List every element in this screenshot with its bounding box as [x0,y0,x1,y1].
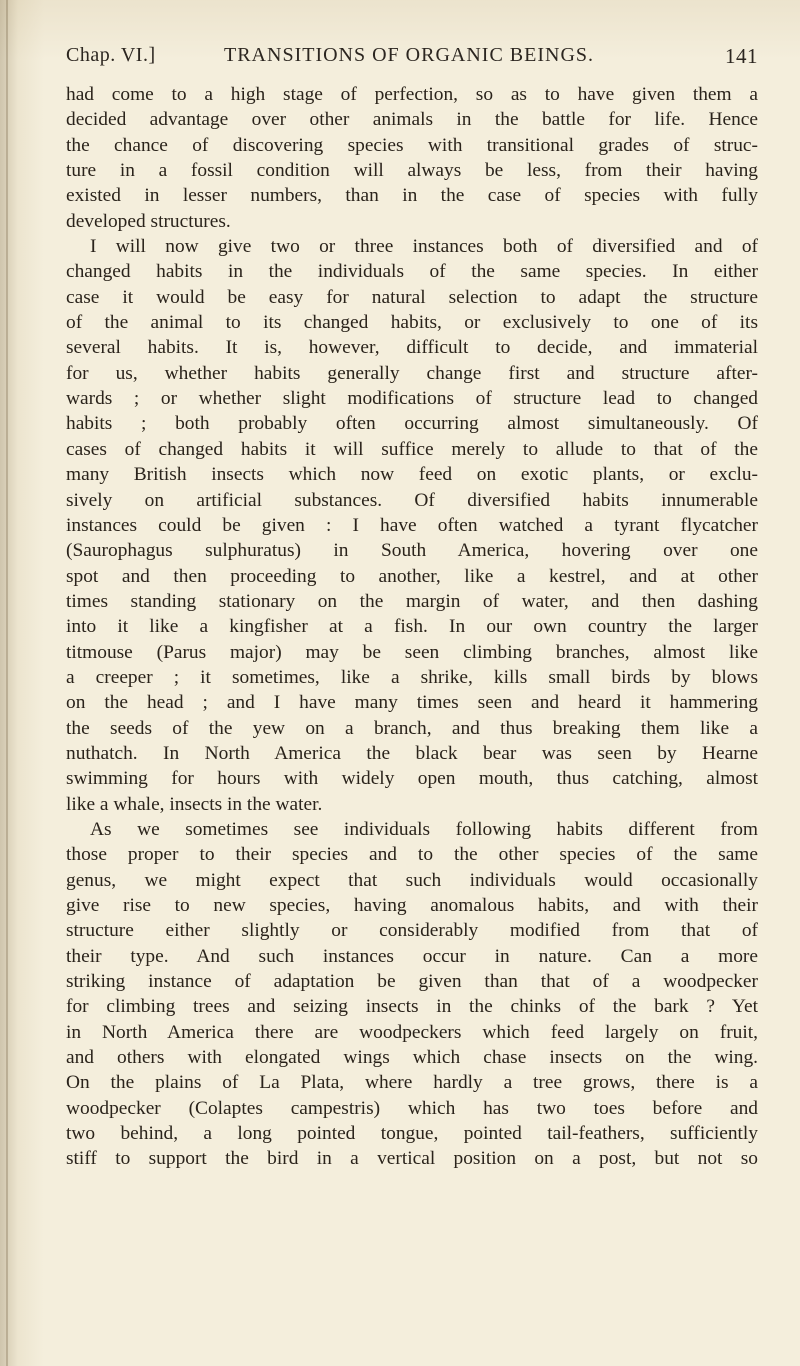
text-line: decided advantage over other animals in the battle for life. Hence [66,109,758,131]
text-line: titmouse (Parus major) may be seen climbing branches, almost like [66,641,758,663]
text-line: swimming for hours with widely open mouth, thus catching, almost [66,768,758,790]
text-line: like a whale, insects in the water. [66,793,323,815]
text-line: On the plains of La Plata, where hardly a tree grows, there is a [66,1072,758,1094]
text-line: changed habits in the individuals of the same species. In either [66,261,758,283]
text-line: give rise to new species, having anomalous habits, and with their [66,895,758,916]
text-line: woodpecker (Colaptes campestris) which has two toes before and [66,1097,758,1119]
text-line: their type. And such instances occur in nature. Can a more [66,945,758,967]
text-line: on the head ; and I have many times seen and heard it hammering [66,692,758,714]
text-line: two behind, a long pointed tongue, pointed tail-feathers, sufficiently [66,1123,758,1145]
text-line: a creeper ; it sometimes, like a shrike, kills small birds by blows [66,666,758,688]
text-line: spot and then proceeding to another, like a kestrel, and at other [66,565,758,587]
running-title: TRANSITIONS OF ORGANIC BEINGS. [224,44,595,66]
text-line: for climbing trees and seizing insects in the chinks of the bark ? Yet [66,996,758,1018]
text-line: many British insects which now feed on exotic plants, or exclu- [66,464,758,486]
text-line: cases of changed habits it will suffice merely to allude to that of the [66,438,758,460]
text-line: for us, whether habits generally change first and structure after- [66,362,758,384]
text-line: the seeds of the yew on a branch, and thus breaking them like a [66,717,758,739]
text-line: ture in a fossil condition will always be less, from their having [66,160,758,182]
text-line: existed in lesser numbers, than in the case of species with fully [66,185,758,207]
running-head [66,44,758,70]
text-line: striking instance of adaptation be given than that of a woodpecker [66,971,758,993]
text-line: sively on artificial substances. Of diversified habits innumerable [66,489,758,511]
text-line: times standing stationary on the margin of water, and then dashing [66,590,758,612]
text-line: As we sometimes see individuals following habits different from [90,818,758,840]
text-line: wards ; or whether slight modifications of structure lead to changed [66,388,758,410]
text-line: those proper to their species and to the other species of the same [66,844,758,866]
text-line: into it like a kingfisher at a fish. In our own country the larger [66,616,758,638]
page-number: 141 [725,44,758,68]
text-line: (Saurophagus sulphuratus) in South America, hovering over one [66,540,758,562]
text-line: developed structures. [66,210,231,232]
text-line: habits ; both probably often occurring almost simultaneously. Of [66,413,758,435]
page-gutter-shadow [6,0,8,1366]
text-line: nuthatch. In North America the black bear was seen by Hearne [66,742,758,764]
text-line: structure either slightly or considerably modified from that of [66,920,758,942]
text-line: case it would be easy for natural selection to adapt the structure [66,286,758,308]
text-line: instances could be given : I have often watched a tyrant flycatcher [66,514,758,536]
text-line: several habits. It is, however, difficult to decide, and immaterial [66,337,758,359]
text-line: genus, we might expect that such individuals would occasionally [66,869,758,891]
text-line: I will now give two or three instances both of diversified and of [90,236,758,258]
body-text [66,82,758,1172]
text-line: the chance of discovering species with transitional grades of struc- [66,134,758,156]
text-line: of the animal to its changed habits, or exclusively to one of its [66,312,758,334]
text-line: stiff to support the bird in a vertical position on a post, but not so [66,1148,758,1170]
chapter-label: Chap. VI.] [66,44,156,66]
text-line: had come to a high stage of perfection, so as to have given them a [66,84,758,105]
text-line: and others with elongated wings which chase insects on the wing. [66,1047,758,1069]
text-line: in North America there are woodpeckers which feed largely on fruit, [66,1021,758,1043]
